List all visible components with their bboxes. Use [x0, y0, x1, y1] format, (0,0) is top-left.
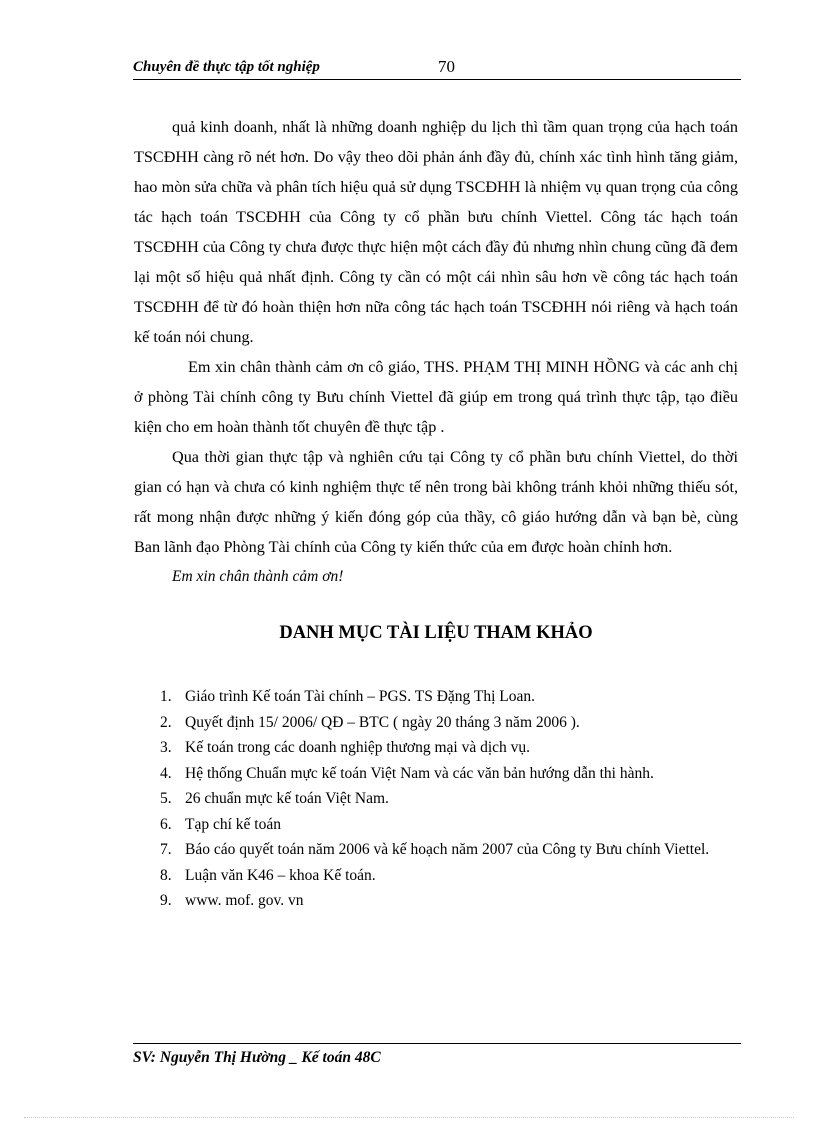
- reference-number: 2.: [160, 713, 172, 731]
- reference-item: [160, 761, 740, 787]
- reference-item: [160, 863, 740, 889]
- reference-text: 26 chuẩn mực kế toán Việt Nam.: [185, 790, 389, 807]
- thanks-line: Em xin chân thành cảm ơn!: [172, 568, 344, 585]
- reference-text: Luận văn K46 – khoa Kế toán.: [185, 866, 376, 884]
- reference-number: 1.: [160, 688, 172, 705]
- reference-item: [160, 735, 740, 761]
- body-paragraph-3: Qua thời gian thực tập và nghiên cứu tại Công ty cổ phần bưu chính Viettel, do thời gian có hạn và chưa có kinh nghiệm thực tế nên trong bài không tránh khỏi những thiếu sót, rất mong nhận được những ý kiến đóng góp của thầy, cô giáo hướng dẫn và bạn bè, cùng Ban lãnh đạo Phòng Tài chính của Công ty kiến thức của em được hoàn chỉnh hơn.: [134, 448, 738, 556]
- reference-number: 9.: [160, 892, 172, 909]
- header-title: Chuyên đề thực tập tốt nghiệp: [133, 59, 320, 75]
- reference-text: Hệ thống Chuẩn mực kế toán Việt Nam và các văn bản hướng dẫn thi hành.: [185, 764, 654, 782]
- footer-author: SV: Nguyễn Thị Hường _ Kế toán 48C: [133, 1049, 381, 1066]
- reference-text: Báo cáo quyết toán năm 2006 và kế hoạch năm 2007 của Công ty Bưu chính Viettel.: [185, 841, 710, 858]
- reference-number: 7.: [160, 841, 172, 858]
- reference-text: Giáo trình Kế toán Tài chính – PGS. TS Đặng Thị Loan.: [185, 688, 536, 705]
- reference-number: 5.: [160, 790, 172, 807]
- reference-text: www. mof. gov. vn: [185, 892, 304, 909]
- reference-text: Tạp chí kế toán: [185, 815, 281, 833]
- references-heading: DANH MỤC TÀI LIỆU THAM KHẢO: [279, 623, 593, 643]
- reference-number: 3.: [160, 739, 172, 756]
- body-content: [134, 112, 738, 592]
- reference-text: Quyết định 15/ 2006/ QĐ – BTC ( ngày 20 tháng 3 năm 2006 ).: [185, 713, 580, 731]
- reference-number: 4.: [160, 764, 172, 782]
- page-bottom-divider: [24, 1117, 794, 1118]
- reference-item: [160, 684, 740, 710]
- reference-item: [160, 786, 740, 812]
- reference-item: [160, 837, 740, 863]
- body-paragraph-1: quả kinh doanh, nhất là những doanh nghiệp du lịch thì tầm quan trọng của hạch toán TSCĐHH càng rõ nét hơn. Do vậy theo dõi phản ánh đầy đủ, chính xác tình hình tăng giảm, hao mòn sửa chữa và phân tích hiệu quả sử dụng TSCĐHH là nhiệm vụ quan trọng của công tác hạch toán TSCĐHH của Công ty cổ phần bưu chính Viettel. Công tác hạch toán TSCĐHH của Công ty chưa được thực hiện một cách đầy đủ nhưng nhìn chung cũng đã đem lại một số hiệu quả nhất định. Công ty cần có một cái nhìn sâu hơn về công tác hạch toán TSCĐHH để từ đó hoàn thiện hơn nữa công tác hạch toán TSCĐHH nói riêng và hạch toán kế toán nói chung.: [134, 118, 738, 346]
- footer-rule: [133, 1043, 741, 1044]
- page-header: [133, 57, 741, 80]
- body-paragraph-2: Em xin chân thành cảm ơn cô giáo, THS. PHẠM THỊ MINH HỒNG và các anh chị ở phòng Tài chính công ty Bưu chính Viettel đã giúp em trong quá trình thực tập, tạo điều kiện cho em hoàn thành tốt chuyên đề thực tập .: [134, 358, 738, 436]
- reference-item: [160, 888, 740, 914]
- reference-item: [160, 710, 740, 736]
- reference-item: [160, 812, 740, 838]
- reference-text: Kế toán trong các doanh nghiệp thương mại và dịch vụ.: [185, 739, 531, 756]
- reference-number: 8.: [160, 866, 172, 884]
- reference-number: 6.: [160, 815, 172, 833]
- page-number: 70: [438, 57, 455, 76]
- references-list: [160, 684, 740, 914]
